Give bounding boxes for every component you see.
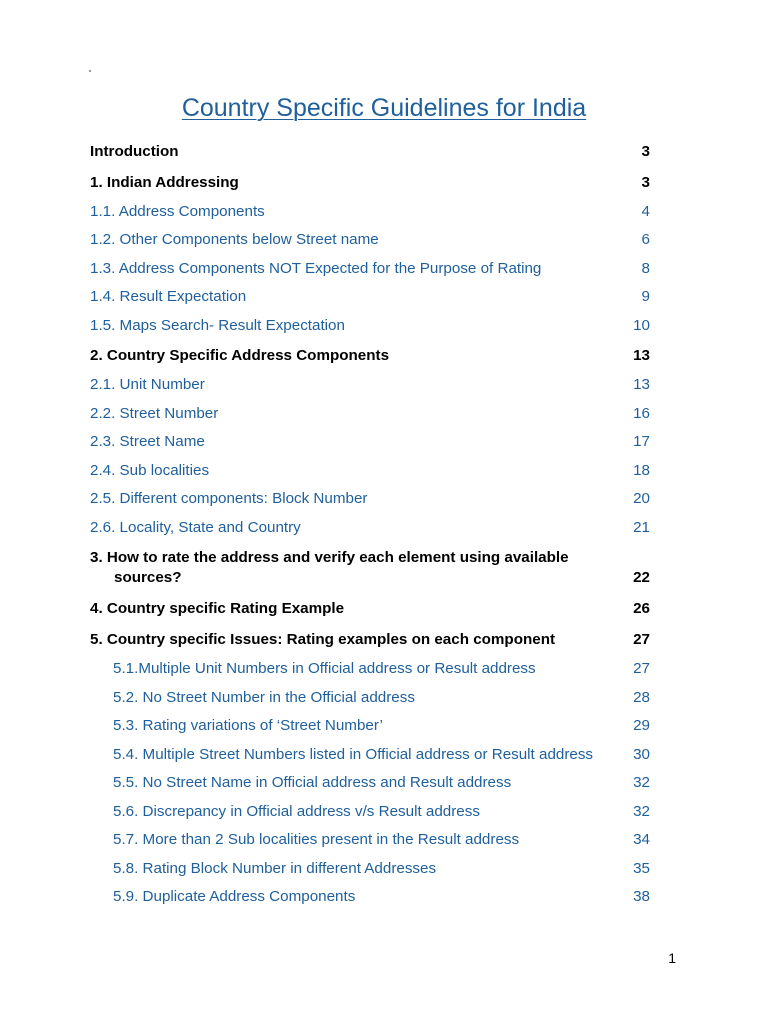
toc-entry-page: 21 [633,519,650,536]
toc-entry-page: 13 [633,347,650,364]
toc-entry-label: 5.2. No Street Number in the Official address [113,689,415,706]
toc-entry-page: 10 [633,317,650,334]
toc-entry-label: 1.5. Maps Search- Result Expectation [90,317,345,334]
toc-entry-label: 2.2. Street Number [90,405,219,422]
toc-entry-page: 13 [633,376,650,393]
toc-entry-page: 3 [641,174,650,191]
toc-entry-page: 6 [641,231,650,248]
toc-entry-page: 9 [641,288,650,305]
toc-entry-label: 5.3. Rating variations of ‘Street Number’ [113,717,383,734]
toc-entry-label: 5.4. Multiple Street Numbers listed in Official address or Result address [113,746,594,763]
toc-entry-label: 1.1. Address Components [90,203,265,220]
toc-entry-page: 27 [633,631,650,648]
toc-entry-label: 5.6. Discrepancy in Official address v/s Result address [113,803,480,820]
toc-entry-page: 32 [633,803,650,820]
toc-entry-label: 2.6. Locality, State and Country [90,519,301,536]
toc-entry-page: 26 [633,600,650,617]
toc-entry-label: 3. How to rate the address and verify each element using available [90,549,569,566]
toc-entry-label: 1.3. Address Components NOT Expected for the Purpose of Rating [90,260,542,277]
toc-entry-label: Introduction [90,143,179,160]
toc-entry-page: 3 [641,143,650,160]
toc-entry-page: 4 [641,203,650,220]
toc-entry-label: 2.4. Sub localities [90,462,210,479]
toc-entry-page: 35 [633,860,650,877]
toc-entry-label: 2.3. Street Name [90,433,205,450]
toc-entry-label: 2.1. Unit Number [90,376,205,393]
toc-entry-label: 1.2. Other Components below Street name [90,231,379,248]
toc-entry-page: 28 [633,689,650,706]
toc-entry-page: 17 [633,433,650,450]
toc-entry-label-continued: sources? [114,569,182,586]
toc-entry-page: 20 [633,490,650,507]
toc-entry-label: 5.9. Duplicate Address Components [113,888,356,905]
toc-entry-label: 5.5. No Street Name in Official address and Result address [113,774,512,791]
toc-entry-label: 5.1.Multiple Unit Numbers in Official address or Result address [113,660,536,677]
toc-entry-label: 4. Country specific Rating Example [90,600,345,617]
toc-entry-label: 2.5. Different components: Block Number [90,490,368,507]
toc-entry-label: 5.7. More than 2 Sub localities present in the Result address [113,831,520,848]
toc-entry-page: 16 [633,405,650,422]
stray-dot [89,70,91,72]
toc-entry-page: 38 [633,888,650,905]
toc-entry-page: 8 [641,260,650,277]
toc-entry-page: 27 [633,660,650,677]
toc-entry-page: 32 [633,774,650,791]
page-number: 1 [668,950,676,966]
toc-entry-label: 5. Country specific Issues: Rating examples on each component [90,631,556,648]
document-title [0,93,768,123]
toc-entry-page: 22 [633,569,650,586]
document-title-text: Country Specific Guidelines for India [181,94,587,122]
toc-entry-page: 29 [633,717,650,734]
toc-entry-label: 1.4. Result Expectation [90,288,247,305]
toc-entry-page: 18 [633,462,650,479]
toc-entry-label: 1. Indian Addressing [90,174,239,191]
toc-entry-label: 5.8. Rating Block Number in different Addresses [113,860,437,877]
toc-entry-page: 34 [633,831,650,848]
toc-entry-page: 30 [633,746,650,763]
toc-entry-label: 2. Country Specific Address Components [90,347,390,364]
